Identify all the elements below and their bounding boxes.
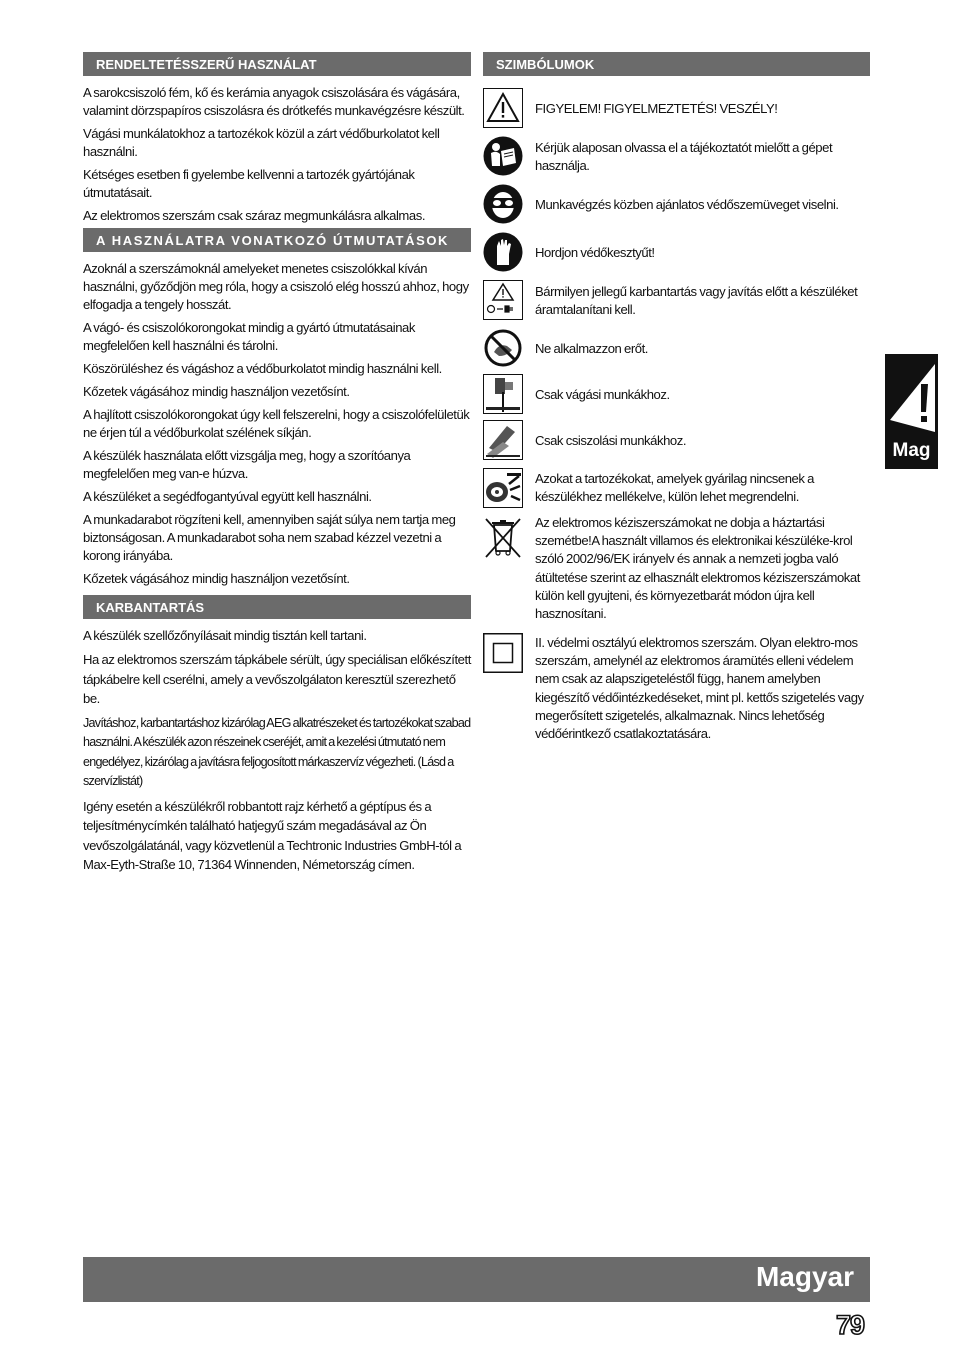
- warning-triangle-icon: [483, 88, 523, 128]
- paragraph: A hajlított csiszolókorongokat úgy kell felszerelni, hogy a csiszolófelületük ne érjen túl a védőburkolat szélének síkján.: [83, 407, 470, 440]
- class-ii-double-square-icon: [483, 633, 523, 673]
- paragraph: Kétséges esetben fi gyelembe kellvenni a tartozék gyártójának útmutatásait.: [83, 167, 415, 200]
- paragraph: A munkadarabot rögzíteni kell, amennyiben saját súlya nem tartja meg biztonságosan. A munkadarabot soha nem szabad kézzel vezetni a korong irányába.: [83, 512, 456, 563]
- paragraph: A készülék szellőzőnyílásait mindig tisztán kell tartani.: [83, 628, 367, 643]
- footer-language: Magyar: [755, 1261, 854, 1292]
- read-manual-icon: [483, 136, 523, 176]
- section-header-symbols: SZIMBÓLUMOK: [483, 52, 870, 76]
- symbol-text: Ne alkalmazzon erőt.: [535, 341, 648, 356]
- symbol-text: Csak csiszolási munkákhoz.: [535, 433, 687, 448]
- warning-exclamation-icon: [888, 360, 936, 436]
- symbol-text: II. védelmi osztályú elektromos szerszám. Olyan elektro-mos szerszám, amelynél az elektromos áramütés elleni védelem nem csak az alapszigeteléstől függ, hanem amelyben kiegészítő védőintézkedéseket, mint pl. kettős szigetelés vagy megerősített szigetelés, alkalmaznak. Nincs lehetőség védőérintkező csatlakoztatására.: [535, 635, 864, 742]
- accessories-icon: [483, 468, 523, 508]
- paragraph: A készülék használata előtt vizsgálja meg, hogy a szorítóanya megfelelően meg van-e húzva.: [83, 448, 411, 481]
- right-column: [483, 52, 870, 772]
- symbol-text: Kérjük alaposan olvassa el a tájékoztatót mielőtt a gépet használja.: [535, 140, 833, 174]
- language-side-tab: [885, 354, 938, 469]
- paragraph: Kőzetek vágásához mindig használjon vezetősínt.: [83, 571, 350, 586]
- section-header-maintenance: KARBANTARTÁS: [83, 595, 471, 619]
- left-column: [83, 52, 471, 880]
- side-tab-label: Mag: [892, 440, 931, 461]
- section-header-usage-instructions: A HASZNÁLATRA VONATKOZÓ ÚTMUTATÁSOK: [83, 228, 471, 252]
- symbol-text: Az elektromos kéziszerszámokat ne dobja a háztartási szemétbe!A használt villamos és elektronikai készüléke-krol szóló 2002/96/EK irányelv és annak a nemzeti jogba való átültetése szerint az elhasznált elektromos kéziszerszámokat külön kell gyujteni, és környezetbarát módon újra kell hasznosítani.: [535, 515, 860, 622]
- page-number: 79: [836, 1310, 865, 1340]
- symbol-text: Azokat a tartozékokat, amelyek gyárilag nincsenek a készülékhez mellékelve, külön lehet megrendelni.: [535, 471, 815, 505]
- paragraph: Az elektromos szerszám csak száraz megmunkálásra alkalmas.: [83, 208, 426, 223]
- paragraph: A sarokcsiszoló fém, kő és kerámia anyagok csiszolására és vágására, valamint dörzspapíros csiszolásra és drótkefés munkavégzésre készült.: [83, 85, 465, 118]
- section-header-intended-use: RENDELTETÉSSZERŰ HASZNÁLAT: [83, 52, 471, 76]
- paragraph: A készüléket a segédfogantyúval együtt kell használni.: [83, 489, 372, 504]
- paragraph: Vágási munkálatokhoz a tartozékok közül a zárt védőburkolatot kell használni.: [83, 126, 440, 159]
- weee-crossed-bin-icon: [483, 515, 523, 559]
- paragraph: Kőzetek vágásához mindig használjon vezetősínt.: [83, 384, 350, 399]
- paragraph: Igény esetén a készülékről robbantott rajz kérhető a géptípus és a teljesítménycímkén található hatjegyű szám megadásával az Ön vevőszolgálatánál, vagy közvetlenül a Techtronic Industries GmbH-tól a Max-Eyth-Straße 10, 71364 Winnenden, Németország címen.: [83, 798, 462, 872]
- symbol-text: Csak vágási munkákhoz.: [535, 387, 670, 402]
- footer-bar: [83, 1257, 870, 1302]
- symbol-text: Munkavégzés közben ajánlatos védőszemüveget viselni.: [535, 197, 839, 212]
- grinding-only-icon: [483, 420, 523, 460]
- cutting-only-icon: [483, 374, 523, 414]
- unplug-before-maintenance-icon: [483, 280, 523, 320]
- symbol-text: Hordjon védőkesztyűt!: [535, 245, 655, 260]
- paragraph: Ha az elektromos szerszám tápkábele sérült, úgy speciálisan előkészített tápkábelre kell cserélni, amely a vevőszolgálaton keresztül szerezhető be.: [83, 652, 471, 706]
- paragraph: Köszörüléshez és vágáshoz a védőburkolatot mindig használni kell.: [83, 361, 442, 376]
- paragraph: Javításhoz, karbantartáshoz kizárólag AEG alkatrészeket és tartozékokat szabad használni. A készülék azon részeinek cseréjét, amit a kezelési útmutató nem engedélyez, kizárólag a javításra feljogosított márkaszervíz végezheti. (Lásd a szervízlistát): [83, 715, 471, 788]
- safety-goggles-icon: [483, 184, 523, 224]
- paragraph: Azoknál a szerszámoknál amelyeket menetes csiszolókkal kíván használni, győződjön meg róla, hogy a csiszoló elég hosszú ahhoz, hogy elfogadja a tengely hosszát.: [83, 261, 469, 312]
- protective-glove-icon: [483, 232, 523, 272]
- no-force-icon: [483, 328, 523, 368]
- symbol-text: FIGYELEM! FIGYELMEZTETÉS! VESZÉLY!: [535, 101, 778, 116]
- symbol-text: Bármilyen jellegű karbantartás vagy javítás előtt a készüléket áramtalanítani kell.: [535, 284, 858, 318]
- paragraph: A vágó- és csiszolókorongokat mindig a gyártó útmutatásainak megfelelően kell használni és tárolni.: [83, 320, 415, 353]
